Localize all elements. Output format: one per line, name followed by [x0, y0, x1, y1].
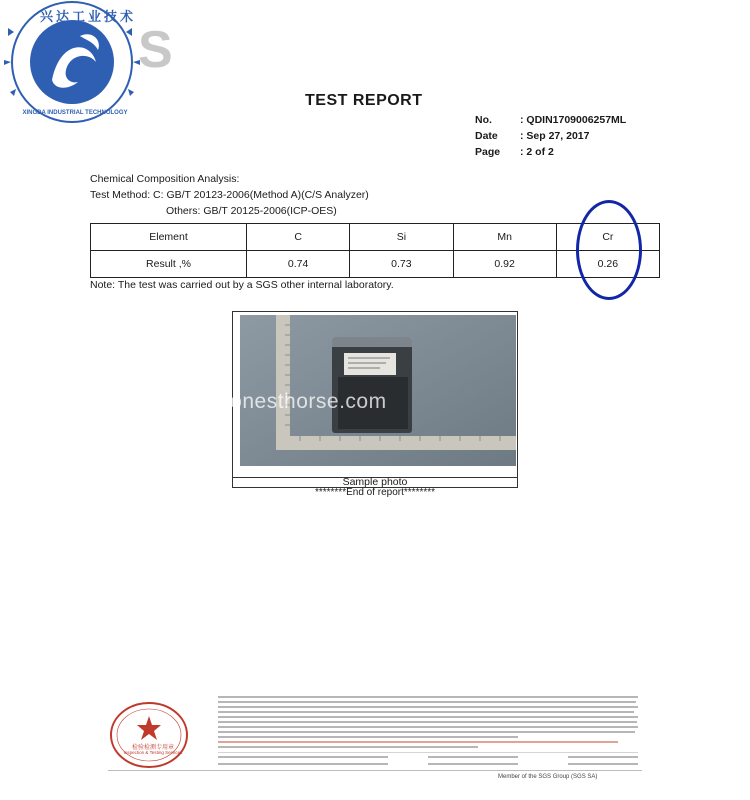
sgs-member-text: Member of the SGS Group (SGS SA) — [498, 774, 598, 780]
method-line: Test Method: C: GB/T 20123-2006(Method A)(C/S Analyzer) — [90, 189, 369, 201]
stamp-text: 检验检测专用章 — [131, 745, 174, 751]
fine-print-lines — [218, 694, 638, 750]
table-cell: Result ,% — [91, 251, 247, 278]
logo-en-text: XINGDA INDUSTRIAL TECHNOLOGY — [22, 110, 128, 116]
meta-row-date — [475, 128, 626, 144]
report-meta — [475, 112, 626, 160]
end-of-report: ********End of report******** — [314, 487, 436, 498]
logo-cn-text: 兴达工业技术 — [40, 9, 137, 24]
contact-lines-graphic — [218, 752, 638, 768]
table-row — [91, 251, 660, 278]
report-title: TEST REPORT — [305, 92, 423, 109]
meta-key: No. — [475, 114, 492, 126]
table-cell: 0.74 — [247, 251, 350, 278]
section-heading: Chemical Composition Analysis: — [90, 173, 240, 185]
table-cell: Mn — [453, 224, 556, 251]
table-cell: 0.26 — [556, 251, 659, 278]
table-cell: C — [247, 224, 350, 251]
watermark-text: honesthorse.com — [218, 390, 387, 413]
photo-caption: Sample photo — [342, 476, 408, 488]
analysis-intro — [90, 171, 369, 219]
meta-row-number — [475, 112, 626, 128]
meta-key: Page — [475, 146, 501, 158]
table-cell: Cr — [556, 224, 659, 251]
meta-value: : 2 of 2 — [520, 146, 554, 158]
sgs-logo-fragment: S — [138, 21, 171, 79]
others-line: Others: GB/T 20125-2006(ICP-OES) — [166, 205, 337, 217]
table-header-row — [91, 224, 660, 251]
table-cell: Element — [91, 224, 247, 251]
report-note: Note: The test was carried out by a SGS other internal laboratory. — [90, 279, 394, 291]
meta-value: : Sep 27, 2017 — [520, 130, 590, 142]
meta-value: : QDIN1709006257ML — [520, 114, 627, 126]
table-cell: 0.73 — [350, 251, 453, 278]
terms-fine-print — [218, 694, 638, 752]
meta-key: Date — [475, 130, 498, 142]
stamp-subtext: Inspection & Testing Services — [123, 750, 183, 755]
footer-divider — [108, 770, 642, 771]
results-table — [90, 223, 660, 278]
meta-row-page — [475, 144, 626, 160]
table-cell: 0.92 — [453, 251, 556, 278]
table-cell: Si — [350, 224, 453, 251]
inspection-stamp — [108, 700, 190, 770]
highlight-oval — [576, 200, 642, 300]
